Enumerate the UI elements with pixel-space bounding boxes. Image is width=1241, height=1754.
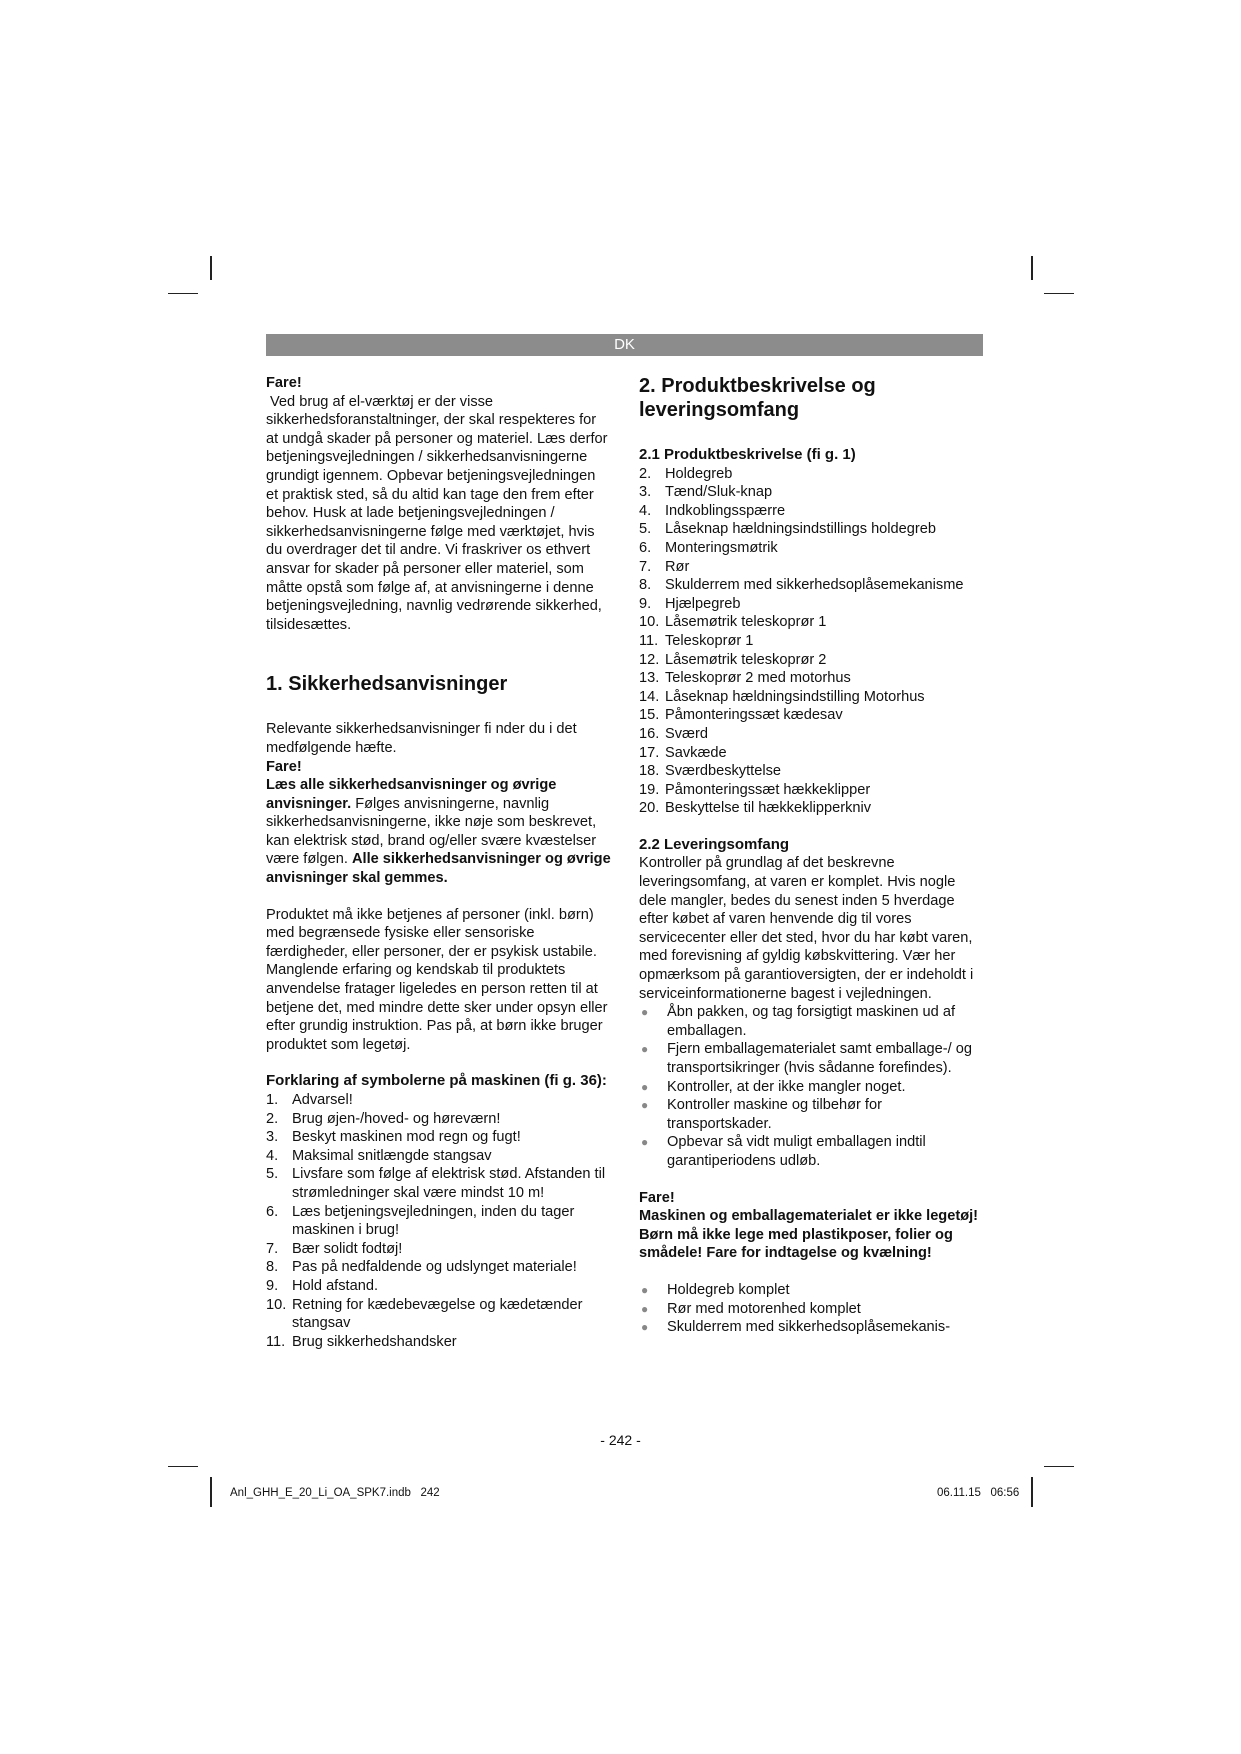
list-item: 13. Teleskoprør 2 med motorhus [639,670,851,687]
list-item: 20. Beskyttelse til hækkeklipperkniv [639,800,872,817]
crop-mark [168,1466,198,1467]
crop-mark [1031,256,1033,280]
list-item: 14. Låseknap hældningsindstilling Motorhus [639,688,925,705]
list-item: ● Kontroller maskine og tilbehør for transportskader. [641,1097,882,1132]
list-item: 2. Holdegreb [639,465,733,482]
list-item: ● Opbevar så vidt muligt emballagen indtil garantiperiodens udløb. [641,1134,926,1169]
symbols-heading: Forklaring af symbolerne på maskinen (fi g. 36): [266,1072,607,1090]
list-item: 12. Låsemøtrik teleskoprør 2 [639,651,827,668]
list-item: 6. Monteringsmøtrik [639,539,778,556]
crop-mark [210,256,212,280]
list-item: 8. Skulderrem med sikkerhedsoplåsemekanisme [639,577,964,594]
list-item: ● Rør med motorenhed komplet [641,1300,861,1317]
list-item: 4. Maksimal snitlængde stangsav [266,1147,492,1164]
bullet-icon: ● [641,1042,649,1057]
section-2-heading: 2. Produktbeskrivelse og leveringsomfang [639,375,876,421]
section-1-heading: 1. Sikkerhedsanvisninger [266,673,508,696]
list-item: 16. Sværd [639,725,708,742]
list-item: ● Åbn pakken, og tag forsigtigt maskinen ud af emballagen. [641,1004,955,1039]
list-item: 5. Livsfare som følge af elektrisk stød. Afstanden til strømledninger skal være mindst 10 m! [266,1166,606,1201]
list-item: ● Fjern emballagematerialet samt emballage-/ og transportsikringer (hvis sådanne forefindes). [641,1041,972,1076]
footer-filename: Anl_GHH_E_20_Li_OA_SPK7.indb 242 [230,1487,440,1499]
danger-bold-lead: Læs alle sikkerhedsanvisninger og øvrige anvisninger. [266,777,557,812]
list-item: 2. Brug øjen-/hoved- og høreværn! [266,1110,501,1127]
subsection-2-2-heading: 2.2 Leveringsomfang [639,835,790,853]
list-item: 4. Indkoblingsspærre [639,502,786,519]
danger-bold-tail: Alle sikkerhedsanvisninger og øvrige anvisninger skal gemmes. [266,851,611,887]
warning-title: Fare! [266,375,302,391]
danger-title: Fare! [266,758,302,775]
crop-mark [168,293,198,294]
page-number: - 242 - [600,1432,641,1448]
footer-datetime: 06.11.15 06:56 [937,1487,1020,1499]
list-item: 8. Pas på nedfaldende og udslynget materiale! [266,1259,577,1276]
list-item: 11. Brug sikkerhedshandsker [266,1333,457,1350]
list-item: 10. Låsemøtrik teleskoprør 1 [639,614,827,631]
symbols-list [266,1091,611,1351]
list-item: 6. Læs betjeningsvejledningen, inden du tager maskinen i brug! [266,1203,575,1239]
list-item: 17. Savkæde [639,744,727,761]
crop-mark [1044,293,1074,294]
language-code: DK [614,336,635,353]
list-item: ● Holdegreb komplet [641,1281,790,1298]
section-1-intro: Relevante sikkerhedsanvisninger fi nder du i det medfølgende hæfte. [266,721,577,756]
list-item: 5. Låseknap hældningsindstillings holdegreb [639,521,936,538]
parts-list [639,465,984,818]
bullet-icon: ● [641,1005,649,1020]
language-header-bar [266,334,983,356]
bullet-icon: ● [641,1135,649,1150]
list-item: 18. Sværdbeskyttelse [639,763,781,780]
bullet-icon: ● [641,1282,649,1297]
bullet-icon: ● [641,1079,649,1094]
bullet-icon: ● [641,1098,649,1113]
list-item: 11. Teleskoprør 1 [639,632,754,649]
product-usage-paragraph: Produktet må ikke betjenes af personer (inkl. børn) med begrænsede fysiske eller sensoriske færdigheder, eller personer, der er psykisk ustabile. Manglende erfaring og kendskab til produktets anvendelse fratager ligeledes en person retten til at betjene det, med mindre dette sker under opsyn eller efter grundig instruktion. Pas på, at børn ikke bruger produktet som legetøj. [266,906,608,1053]
package-contents-list [639,1281,984,1337]
list-item: 7. Rør [639,558,690,575]
list-item: 19. Påmonteringssæt hækkeklipper [639,781,871,798]
list-item: 1. Advarsel! [266,1092,353,1108]
list-item: 10. Retning for kædebevægelse og kædetænder stangsav [266,1296,583,1332]
list-item: 7. Bær solidt fodtøj! [266,1240,403,1257]
unpacking-steps-list [639,1003,984,1170]
list-item: 15. Påmonteringssæt kædesav [639,707,843,724]
delivery-scope-text: Kontroller på grundlag af det beskrevne leveringsomfang, at varen er komplet. Hvis nogle dele mangler, bedes du senest inden 5 hverdage efter købet af varen henvende dig til vores servicecenter eller det sted, hvor du har købt varen, med forevisning af gyldig købskvittering. Vær her opmærksom på garantioversigten, der er indeholdt i serviceinformationerne bagest i vejledningen. [639,855,974,1002]
danger-text: Følges anvisningerne, navnlig sikkerhedsanvisningerne, ikke nøje som beskrevet, kan elektrisk stød, brand og/eller svære kvæstelser være følgen. [266,795,597,868]
bullet-icon: ● [641,1301,649,1316]
list-item: 9. Hjælpegreb [639,595,741,612]
right-column [639,374,984,1337]
bullet-icon: ● [641,1320,649,1335]
crop-mark [210,1477,212,1507]
subsection-2-1-heading: 2.1 Produktbeskrivelse (fi g. 1) [639,446,856,463]
warning-text: Ved brug af el-værktøj er der visse sikkerhedsforanstaltninger, der skal respekteres for at undgå skader på personer og materiel. Læs derfor betjeningsvejledningen / sikkerhedsanvisningerne grundigt igennem. Opbevar betjeningsvejledningen et praktisk sted, så du altid kan tage den frem efter behov. Husk at lade betjeningsvejledningen / sikkerhedsanvisningerne følge med værktøjet, hvis du overdrager det til andre. Vi fraskriver os ethvert ansvar for skader på personer eller materiel, som måtte opstå som følge af, at anvisningerne i denne betjeningsvejledning, navnlig vedrørende sikkerhed, tilsidesættes. [266,393,608,633]
list-item: 9. Hold afstand. [266,1277,378,1294]
choking-warning-title: Fare! [639,1189,675,1206]
crop-mark [1031,1477,1033,1507]
list-item: ● Kontroller, at der ikke mangler noget. [641,1078,906,1095]
list-item: ● Skulderrem med sikkerhedsoplåsemekanis- [641,1319,951,1336]
list-item: 3. Tænd/Sluk-knap [639,484,773,501]
crop-mark [1044,1466,1074,1467]
list-item: 3. Beskyt maskinen mod regn og fugt! [266,1129,521,1146]
left-column [266,374,611,1351]
choking-warning-text: Maskinen og emballagematerialet er ikke legetøj! Børn må ikke lege med plastikposer, folier og smådele! Fare for indtagelse og kvælning! [639,1208,979,1262]
danger-paragraph [266,776,611,888]
